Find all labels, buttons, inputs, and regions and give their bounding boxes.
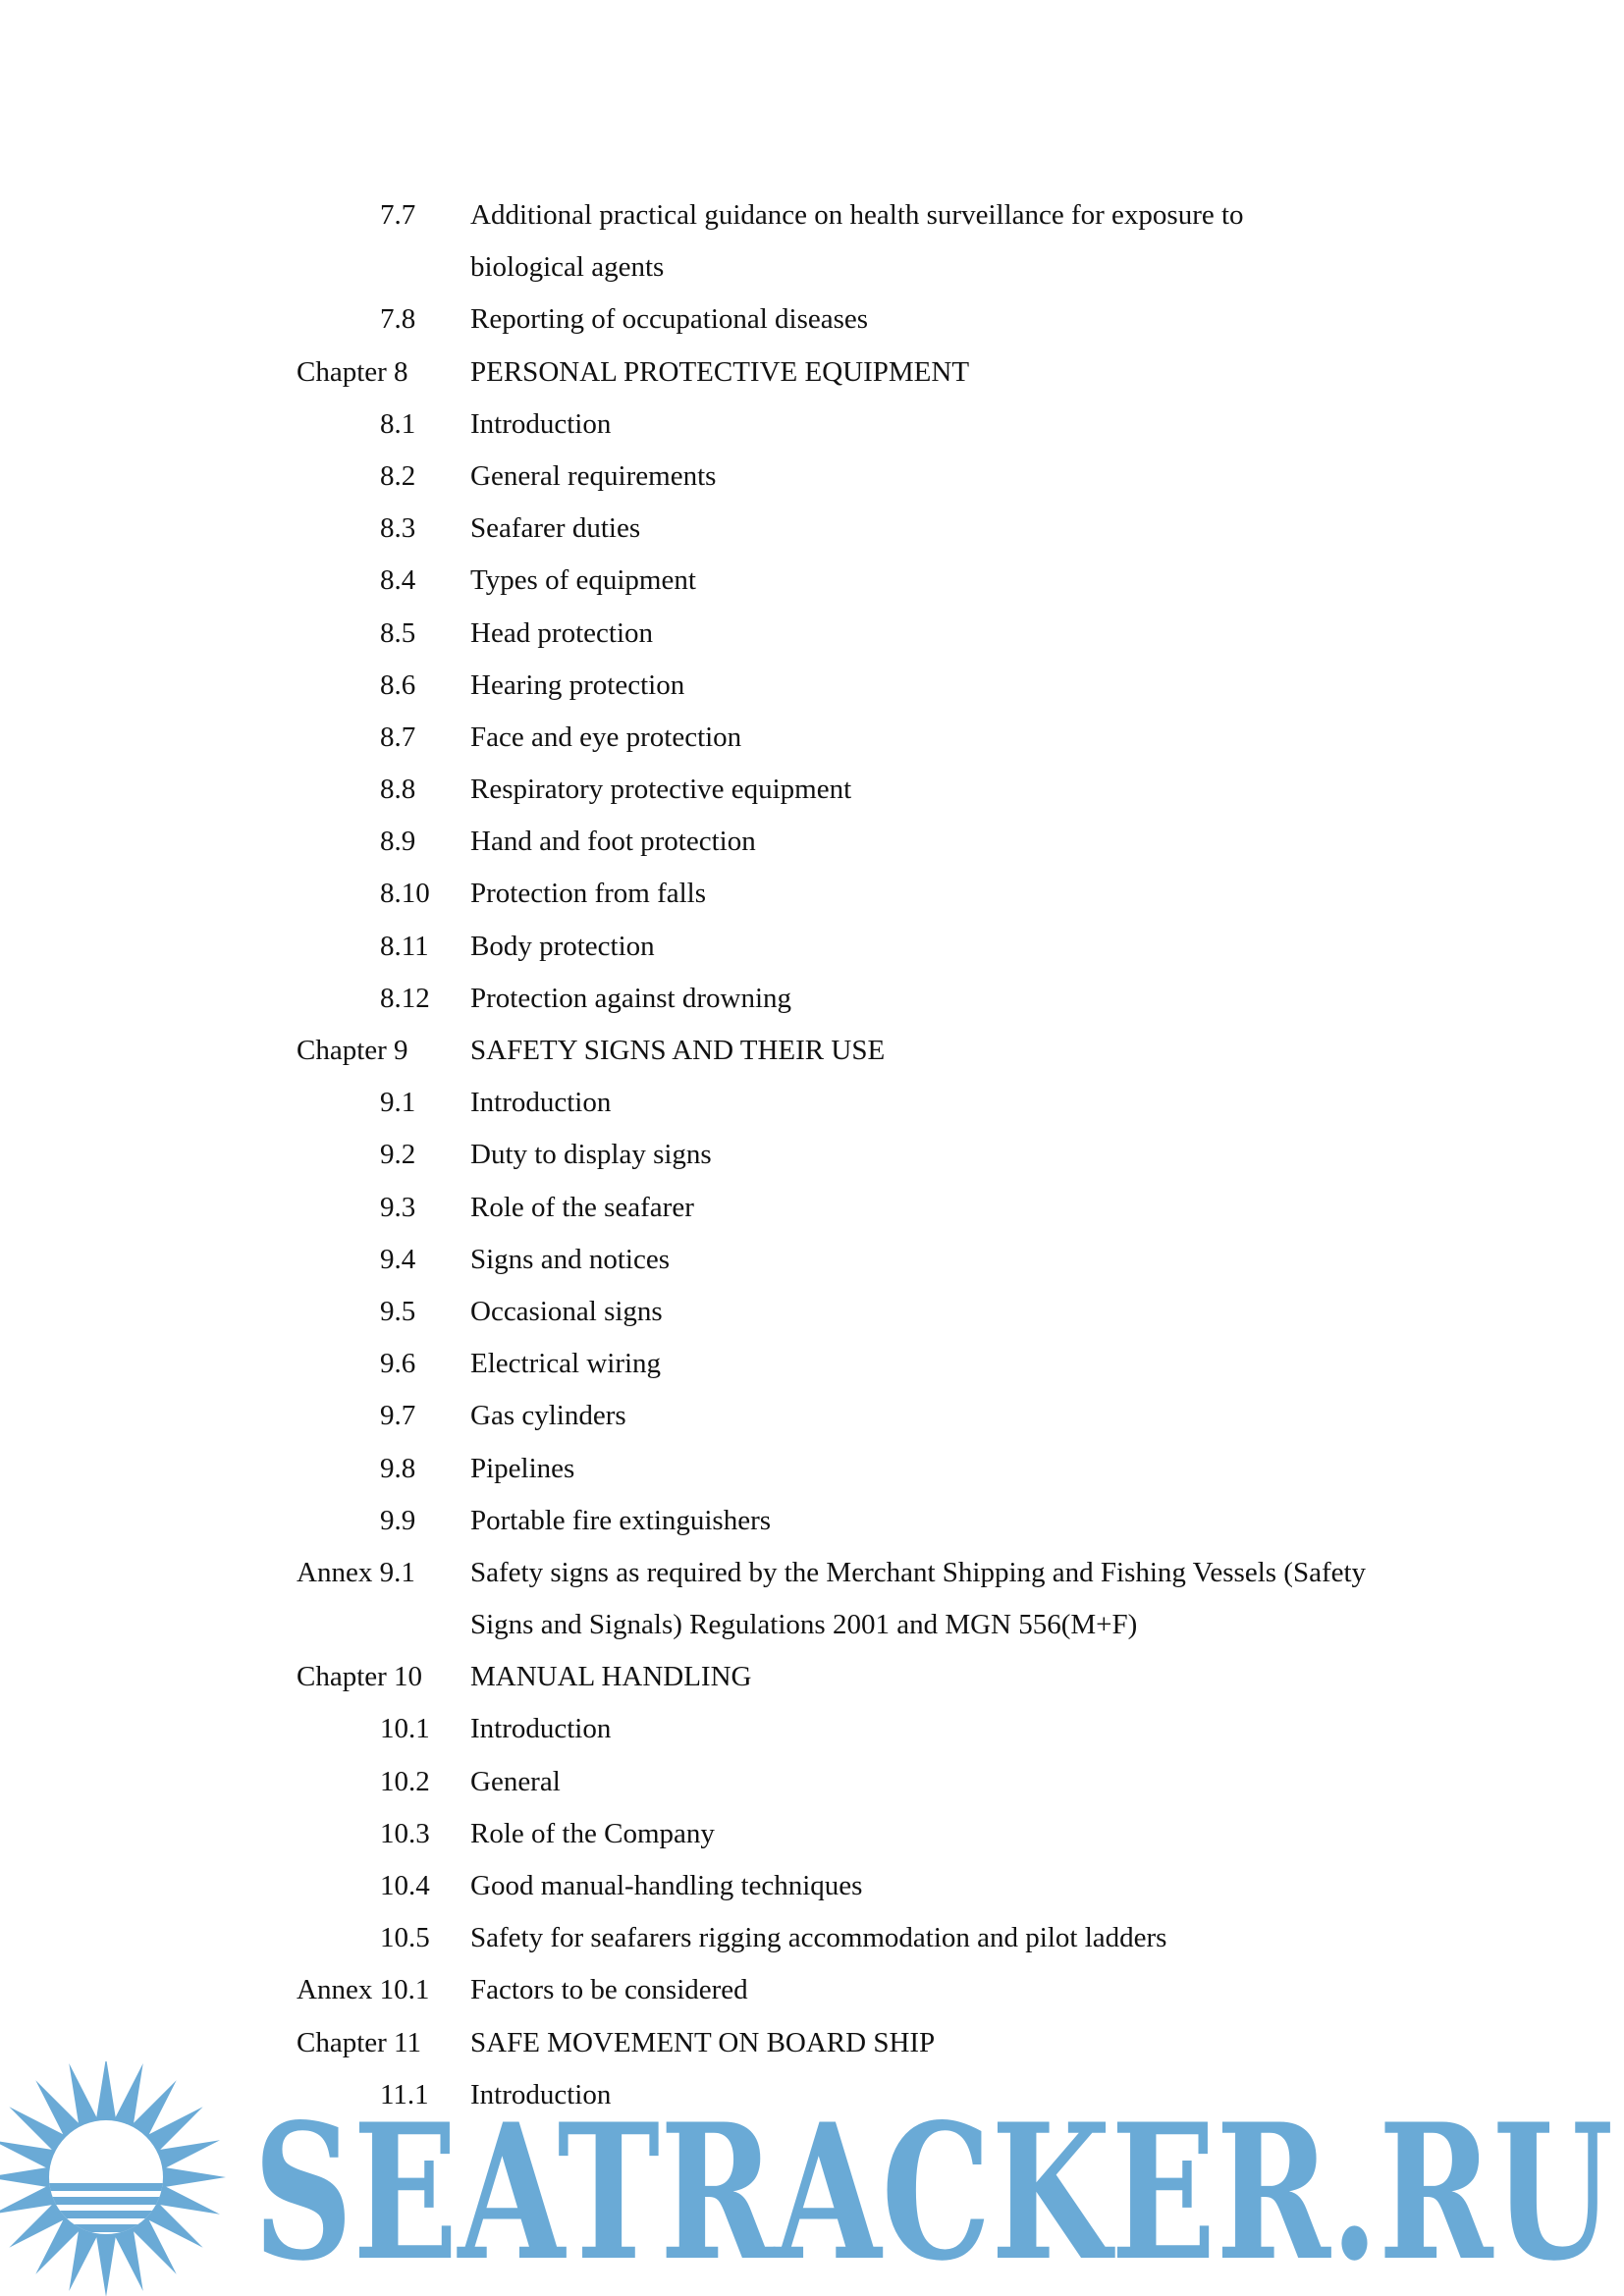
- toc-title: Protection against drowning: [470, 982, 792, 1014]
- toc-number: 8.4: [380, 564, 416, 597]
- toc-title: PERSONAL PROTECTIVE EQUIPMENT: [470, 355, 970, 388]
- toc-section-row: [0, 451, 1624, 503]
- toc-section-row: [0, 399, 1624, 451]
- toc-title: Protection from falls: [470, 878, 707, 910]
- toc-title: Role of the Company: [470, 1817, 715, 1849]
- toc-number: 10.1: [380, 1713, 430, 1745]
- toc-section-row: [0, 1390, 1624, 1442]
- toc-number: 8.12: [380, 982, 430, 1014]
- toc-section-row: [0, 660, 1624, 712]
- toc-chapter-row: [0, 1547, 1624, 1599]
- toc-title: Good manual-handling techniques: [470, 1870, 863, 1901]
- toc-title: Signs and notices: [470, 1243, 670, 1275]
- toc-section-row: [0, 1286, 1624, 1338]
- toc-section-row: [0, 1860, 1624, 1912]
- toc-number: Chapter 11: [297, 2026, 421, 2058]
- toc-number: 9.3: [380, 1191, 416, 1223]
- toc-section-row: [0, 555, 1624, 607]
- toc-title: SAFETY SIGNS AND THEIR USE: [470, 1035, 886, 1066]
- toc-title: Body protection: [470, 930, 655, 962]
- toc-section-row: [0, 764, 1624, 816]
- toc-number: 10.5: [380, 1922, 430, 1954]
- toc-number: 11.1: [380, 2078, 429, 2110]
- toc-title: Signs and Signals) Regulations 2001 and MGN 556(M+F): [470, 1609, 1138, 1641]
- toc-title: biological agents: [470, 251, 665, 284]
- toc-number: Chapter 8: [297, 355, 408, 388]
- toc-number: 8.7: [380, 721, 416, 753]
- toc-title: Additional practical guidance on health surveillance for exposure to: [470, 199, 1244, 231]
- toc-number: 9.6: [380, 1348, 416, 1380]
- toc-number: 9.2: [380, 1139, 416, 1171]
- toc-title: Introduction: [470, 407, 612, 440]
- toc-title: MANUAL HANDLING: [470, 1661, 752, 1693]
- toc-title: General: [470, 1765, 561, 1797]
- toc-title: Reporting of occupational diseases: [470, 303, 869, 336]
- toc-title: General requirements: [470, 459, 717, 492]
- toc-number: Chapter 9: [297, 1035, 408, 1066]
- toc-title: Seafarer duties: [470, 512, 641, 545]
- toc-chapter-row: [0, 1025, 1624, 1077]
- toc-number: Annex 9.1: [297, 1556, 415, 1588]
- toc-title: Types of equipment: [470, 564, 696, 597]
- toc-number: 8.5: [380, 616, 416, 649]
- toc-number: 10.4: [380, 1870, 430, 1901]
- toc-section-row: [0, 1182, 1624, 1234]
- toc-section-row: [0, 921, 1624, 973]
- sun-icon: [0, 2061, 226, 2296]
- toc-number: 9.1: [380, 1087, 416, 1119]
- toc-chapter-row: [0, 347, 1624, 399]
- toc-title: Occasional signs: [470, 1295, 663, 1327]
- toc-title: Factors to be considered: [470, 1974, 748, 2006]
- sun-stripe: [49, 2211, 163, 2218]
- toc-title: Pipelines: [470, 1452, 575, 1484]
- toc-title: Gas cylinders: [470, 1400, 626, 1432]
- toc-title: Safety for seafarers rigging accommodation and pilot ladders: [470, 1922, 1167, 1954]
- watermark-text: SEATRACKER.RU: [253, 2083, 1613, 2296]
- toc-title: Introduction: [470, 2078, 612, 2110]
- sun-stripe: [49, 2197, 163, 2205]
- toc-number: 10.2: [380, 1765, 430, 1797]
- toc-title: Respiratory protective equipment: [470, 774, 852, 806]
- toc-title: Duty to display signs: [470, 1139, 712, 1171]
- toc-section-row: [0, 1756, 1624, 1808]
- toc-continuation-row: [0, 241, 1624, 294]
- toc-number: Chapter 10: [297, 1661, 423, 1693]
- toc-title: Safety signs as required by the Merchant Shipping and Fishing Vessels (Safety: [470, 1556, 1367, 1588]
- toc-section-row: [0, 816, 1624, 868]
- sun-stripe: [49, 2183, 163, 2191]
- toc-number: 9.7: [380, 1400, 416, 1432]
- toc-title: Hand and foot protection: [470, 826, 756, 858]
- toc-section-row: [0, 1912, 1624, 1964]
- toc-section-row: [0, 1703, 1624, 1755]
- toc-title: Introduction: [470, 1713, 612, 1745]
- toc-section-row: [0, 1495, 1624, 1547]
- toc-title: Introduction: [470, 1087, 612, 1119]
- toc-title: Role of the seafarer: [470, 1191, 694, 1223]
- watermark: [0, 2061, 1624, 2296]
- toc-number: 8.9: [380, 826, 416, 858]
- toc-number: 8.11: [380, 930, 429, 962]
- toc-number: 9.8: [380, 1452, 416, 1484]
- toc-section-row: [0, 1338, 1624, 1390]
- toc-number: 7.7: [380, 199, 416, 231]
- toc-section-row: [0, 973, 1624, 1025]
- toc-number: 8.8: [380, 774, 416, 806]
- toc-number: 8.6: [380, 668, 416, 701]
- toc-section-row: [0, 1808, 1624, 1860]
- toc-section-row: [0, 712, 1624, 764]
- toc-number: 9.5: [380, 1295, 416, 1327]
- toc-number: 9.4: [380, 1243, 416, 1275]
- toc-title: Hearing protection: [470, 668, 685, 701]
- toc-number: Annex 10.1: [297, 1974, 430, 2006]
- toc-title: Face and eye protection: [470, 721, 742, 753]
- toc-section-row: [0, 1129, 1624, 1181]
- toc-number: 8.2: [380, 459, 416, 492]
- toc-section-row: [0, 503, 1624, 555]
- toc-title: Electrical wiring: [470, 1348, 662, 1380]
- toc-number: 8.1: [380, 407, 416, 440]
- table-of-contents: [0, 189, 1624, 2121]
- toc-section-row: [0, 189, 1624, 241]
- toc-number: 10.3: [380, 1817, 430, 1849]
- toc-number: 7.8: [380, 303, 416, 336]
- toc-title: Portable fire extinguishers: [470, 1504, 772, 1536]
- toc-title: SAFE MOVEMENT ON BOARD SHIP: [470, 2026, 936, 2058]
- toc-number: 8.3: [380, 512, 416, 545]
- toc-chapter-row: [0, 1964, 1624, 2016]
- toc-chapter-row: [0, 1651, 1624, 1703]
- toc-section-row: [0, 294, 1624, 346]
- toc-section-row: [0, 608, 1624, 660]
- toc-section-row: [0, 1077, 1624, 1129]
- toc-number: 9.9: [380, 1504, 416, 1536]
- toc-number: 8.10: [380, 878, 430, 910]
- toc-continuation-row: [0, 1599, 1624, 1651]
- toc-title: Head protection: [470, 616, 654, 649]
- toc-section-row: [0, 868, 1624, 920]
- toc-section-row: [0, 1443, 1624, 1495]
- toc-section-row: [0, 1234, 1624, 1286]
